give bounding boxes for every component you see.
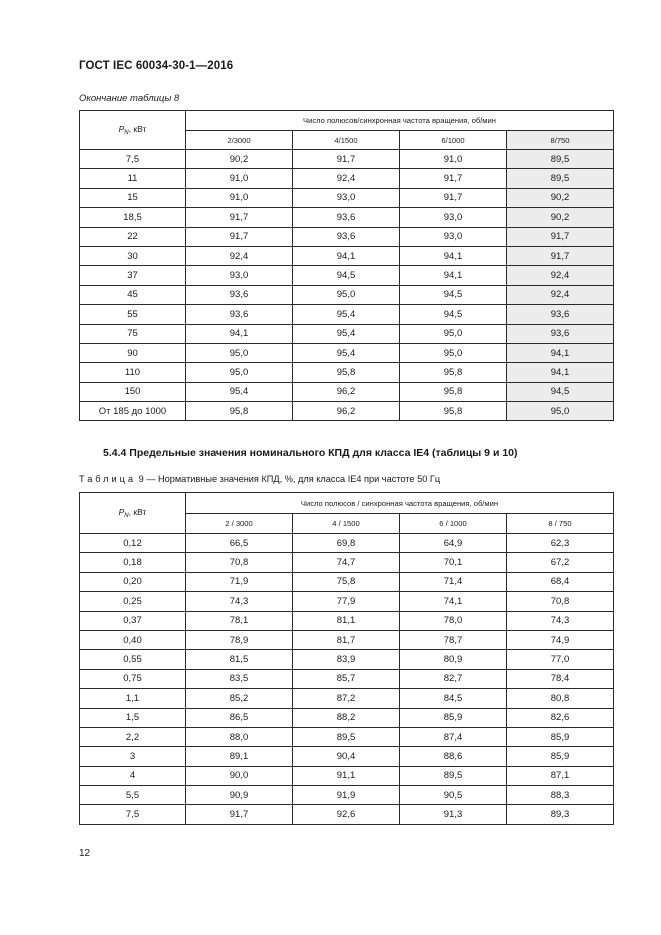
efficiency-cell: 94,1 <box>507 363 614 382</box>
document-header: ГОСТ IEC 60034-30-1—2016 <box>79 60 234 72</box>
table-row <box>80 343 614 362</box>
section-title: 5.4.4 Предельные значения номинального КПД для класса IE4 (таблицы 9 и 10) <box>103 447 518 459</box>
efficiency-cell: 96,2 <box>293 382 400 401</box>
table-row <box>80 188 614 207</box>
table-row <box>80 266 614 285</box>
efficiency-cell: 90,2 <box>186 150 293 169</box>
efficiency-cell: 91,0 <box>186 169 293 188</box>
efficiency-cell: 69,8 <box>293 534 400 553</box>
efficiency-cell: 84,5 <box>400 689 507 708</box>
efficiency-cell: 75,8 <box>293 572 400 591</box>
table-row <box>80 727 614 746</box>
power-cell: 0,75 <box>80 669 186 688</box>
table-row <box>80 611 614 630</box>
efficiency-cell: 74,1 <box>400 592 507 611</box>
efficiency-cell: 94,1 <box>400 246 507 265</box>
table9-col-header: 8 / 750 <box>507 514 614 534</box>
table-row <box>80 363 614 382</box>
efficiency-cell: 93,6 <box>507 305 614 324</box>
efficiency-cell: 91,7 <box>186 805 293 824</box>
efficiency-cell: 92,4 <box>507 266 614 285</box>
power-cell: 0,40 <box>80 630 186 649</box>
table-row <box>80 630 614 649</box>
efficiency-cell: 83,9 <box>293 650 400 669</box>
power-cell: 5,5 <box>80 786 186 805</box>
table9-title-label: Таблица <box>79 474 137 484</box>
table-row <box>80 786 614 805</box>
efficiency-cell: 67,2 <box>507 553 614 572</box>
table9-pn-header <box>80 493 186 534</box>
efficiency-cell: 92,6 <box>293 805 400 824</box>
efficiency-cell: 89,5 <box>400 766 507 785</box>
efficiency-cell: 95,4 <box>293 305 400 324</box>
efficiency-cell: 91,7 <box>293 150 400 169</box>
efficiency-cell: 90,2 <box>507 188 614 207</box>
table-row <box>80 766 614 785</box>
efficiency-cell: 74,9 <box>507 630 614 649</box>
efficiency-cell: 68,4 <box>507 572 614 591</box>
efficiency-cell: 85,7 <box>293 669 400 688</box>
efficiency-cell: 95,8 <box>186 402 293 421</box>
power-cell: 0,18 <box>80 553 186 572</box>
power-cell: 15 <box>80 188 186 207</box>
efficiency-cell: 93,0 <box>186 266 293 285</box>
table-row <box>80 285 614 304</box>
efficiency-cell: 95,4 <box>186 382 293 401</box>
table-row <box>80 246 614 265</box>
table-row <box>80 324 614 343</box>
efficiency-cell: 94,1 <box>400 266 507 285</box>
efficiency-cell: 91,0 <box>400 150 507 169</box>
efficiency-cell: 88,0 <box>186 727 293 746</box>
table9-pn-sub: N <box>124 513 129 519</box>
efficiency-cell: 86,5 <box>186 708 293 727</box>
table8 <box>79 110 614 421</box>
efficiency-cell: 94,5 <box>400 285 507 304</box>
efficiency-cell: 94,1 <box>186 324 293 343</box>
efficiency-cell: 90,4 <box>293 747 400 766</box>
efficiency-cell: 89,5 <box>507 169 614 188</box>
efficiency-cell: 93,6 <box>186 285 293 304</box>
efficiency-cell: 89,1 <box>186 747 293 766</box>
table-row <box>80 169 614 188</box>
efficiency-cell: 81,5 <box>186 650 293 669</box>
power-cell: 37 <box>80 266 186 285</box>
table9-pn-unit: , кВт <box>128 507 147 517</box>
efficiency-cell: 90,5 <box>400 786 507 805</box>
efficiency-cell: 78,9 <box>186 630 293 649</box>
efficiency-cell: 71,9 <box>186 572 293 591</box>
efficiency-cell: 81,7 <box>293 630 400 649</box>
power-cell: 45 <box>80 285 186 304</box>
table-row <box>80 402 614 421</box>
table8-col-header: 8/750 <box>507 131 614 150</box>
efficiency-cell: 92,4 <box>293 169 400 188</box>
efficiency-cell: 90,0 <box>186 766 293 785</box>
efficiency-cell: 93,6 <box>507 324 614 343</box>
page-number: 12 <box>79 848 91 859</box>
efficiency-cell: 77,9 <box>293 592 400 611</box>
table9-col-header: 6 / 1000 <box>400 514 507 534</box>
efficiency-cell: 85,9 <box>507 747 614 766</box>
efficiency-cell: 87,2 <box>293 689 400 708</box>
efficiency-cell: 87,4 <box>400 727 507 746</box>
table-row <box>80 592 614 611</box>
efficiency-cell: 81,1 <box>293 611 400 630</box>
table8-caption: Окончание таблицы 8 <box>79 93 180 104</box>
efficiency-cell: 91,7 <box>400 169 507 188</box>
efficiency-cell: 93,6 <box>293 208 400 227</box>
efficiency-cell: 93,0 <box>293 188 400 207</box>
efficiency-cell: 85,2 <box>186 689 293 708</box>
table-row <box>80 669 614 688</box>
table8-col-header: 2/3000 <box>186 131 293 150</box>
table8-pn-sub: N <box>124 130 129 136</box>
efficiency-cell: 94,1 <box>293 246 400 265</box>
table8-pn-header <box>80 111 186 150</box>
efficiency-cell: 82,6 <box>507 708 614 727</box>
efficiency-cell: 95,0 <box>186 363 293 382</box>
table-row <box>80 534 614 553</box>
power-cell: 30 <box>80 246 186 265</box>
efficiency-cell: 95,0 <box>400 324 507 343</box>
efficiency-cell: 78,7 <box>400 630 507 649</box>
power-cell: 7,5 <box>80 150 186 169</box>
efficiency-cell: 64,9 <box>400 534 507 553</box>
power-cell: 110 <box>80 363 186 382</box>
power-cell: 2,2 <box>80 727 186 746</box>
table8-pn-unit: , кВт <box>128 124 147 134</box>
table-row <box>80 747 614 766</box>
power-cell: 1,5 <box>80 708 186 727</box>
efficiency-cell: 91,0 <box>186 188 293 207</box>
efficiency-cell: 95,4 <box>293 343 400 362</box>
power-cell: 90 <box>80 343 186 362</box>
efficiency-cell: 91,7 <box>400 188 507 207</box>
efficiency-cell: 91,9 <box>293 786 400 805</box>
efficiency-cell: 80,8 <box>507 689 614 708</box>
efficiency-cell: 62,3 <box>507 534 614 553</box>
efficiency-cell: 74,3 <box>507 611 614 630</box>
table9 <box>79 492 614 825</box>
efficiency-cell: 93,0 <box>400 208 507 227</box>
table-row <box>80 208 614 227</box>
efficiency-cell: 85,9 <box>507 727 614 746</box>
efficiency-cell: 95,0 <box>186 343 293 362</box>
efficiency-cell: 91,3 <box>400 805 507 824</box>
efficiency-cell: 93,0 <box>400 227 507 246</box>
efficiency-cell: 70,8 <box>507 592 614 611</box>
efficiency-cell: 70,1 <box>400 553 507 572</box>
power-cell: 75 <box>80 324 186 343</box>
efficiency-cell: 74,7 <box>293 553 400 572</box>
efficiency-cell: 95,8 <box>400 382 507 401</box>
efficiency-cell: 92,4 <box>507 285 614 304</box>
efficiency-cell: 95,4 <box>293 324 400 343</box>
power-cell: 11 <box>80 169 186 188</box>
table-row <box>80 227 614 246</box>
table-row <box>80 689 614 708</box>
efficiency-cell: 94,1 <box>507 343 614 362</box>
table8-pn-symbol: P <box>118 124 125 134</box>
efficiency-cell: 66,5 <box>186 534 293 553</box>
table-row <box>80 572 614 591</box>
efficiency-cell: 95,8 <box>400 363 507 382</box>
table-row <box>80 553 614 572</box>
efficiency-cell: 95,8 <box>293 363 400 382</box>
efficiency-cell: 77,0 <box>507 650 614 669</box>
power-cell: 0,12 <box>80 534 186 553</box>
efficiency-cell: 91,7 <box>186 227 293 246</box>
table9-title-text: 9 — Нормативные значения КПД, %, для класса IE4 при частоте 50 Гц <box>136 474 441 484</box>
efficiency-cell: 93,6 <box>186 305 293 324</box>
table9-col-header: 4 / 1500 <box>293 514 400 534</box>
table-row <box>80 805 614 824</box>
table8-body <box>80 111 614 421</box>
efficiency-cell: 89,5 <box>507 150 614 169</box>
efficiency-cell: 94,5 <box>400 305 507 324</box>
efficiency-cell: 91,7 <box>507 246 614 265</box>
efficiency-cell: 70,8 <box>186 553 293 572</box>
efficiency-cell: 71,4 <box>400 572 507 591</box>
efficiency-cell: 78,1 <box>186 611 293 630</box>
table9-group-header: Число полюсов / синхронная частота вращения, об/мин <box>186 493 614 514</box>
power-cell: 0,37 <box>80 611 186 630</box>
table9-body <box>80 493 614 825</box>
table-row <box>80 305 614 324</box>
power-cell: 4 <box>80 766 186 785</box>
power-cell: 22 <box>80 227 186 246</box>
efficiency-cell: 89,5 <box>293 727 400 746</box>
efficiency-cell: 95,0 <box>293 285 400 304</box>
table-row <box>80 708 614 727</box>
table8-group-header: Число полюсов/синхронная частота вращения, об/мин <box>186 111 614 131</box>
table9-pn-symbol: P <box>118 507 125 517</box>
efficiency-cell: 88,6 <box>400 747 507 766</box>
efficiency-cell: 93,6 <box>293 227 400 246</box>
efficiency-cell: 91,7 <box>507 227 614 246</box>
efficiency-cell: 91,1 <box>293 766 400 785</box>
efficiency-cell: 88,3 <box>507 786 614 805</box>
efficiency-cell: 87,1 <box>507 766 614 785</box>
efficiency-cell: 85,9 <box>400 708 507 727</box>
power-cell: 0,55 <box>80 650 186 669</box>
table8-col-header: 6/1000 <box>400 131 507 150</box>
power-cell: 3 <box>80 747 186 766</box>
power-cell: 1,1 <box>80 689 186 708</box>
efficiency-cell: 95,8 <box>400 402 507 421</box>
power-cell: 7,5 <box>80 805 186 824</box>
efficiency-cell: 95,0 <box>400 343 507 362</box>
table9-title <box>79 474 440 484</box>
power-cell: 0,20 <box>80 572 186 591</box>
table-row <box>80 150 614 169</box>
efficiency-cell: 91,7 <box>186 208 293 227</box>
efficiency-cell: 95,0 <box>507 402 614 421</box>
efficiency-cell: 90,2 <box>507 208 614 227</box>
efficiency-cell: 78,0 <box>400 611 507 630</box>
efficiency-cell: 80,9 <box>400 650 507 669</box>
power-cell: 0,25 <box>80 592 186 611</box>
efficiency-cell: 74,3 <box>186 592 293 611</box>
power-cell: 18,5 <box>80 208 186 227</box>
power-cell: От 185 до 1000 <box>80 402 186 421</box>
efficiency-cell: 89,3 <box>507 805 614 824</box>
table-row <box>80 650 614 669</box>
efficiency-cell: 90,9 <box>186 786 293 805</box>
table9-col-header: 2 / 3000 <box>186 514 293 534</box>
efficiency-cell: 92,4 <box>186 246 293 265</box>
efficiency-cell: 94,5 <box>507 382 614 401</box>
table-row <box>80 382 614 401</box>
efficiency-cell: 82,7 <box>400 669 507 688</box>
power-cell: 55 <box>80 305 186 324</box>
efficiency-cell: 78,4 <box>507 669 614 688</box>
efficiency-cell: 83,5 <box>186 669 293 688</box>
efficiency-cell: 94,5 <box>293 266 400 285</box>
table8-col-header: 4/1500 <box>293 131 400 150</box>
efficiency-cell: 96,2 <box>293 402 400 421</box>
power-cell: 150 <box>80 382 186 401</box>
efficiency-cell: 88,2 <box>293 708 400 727</box>
